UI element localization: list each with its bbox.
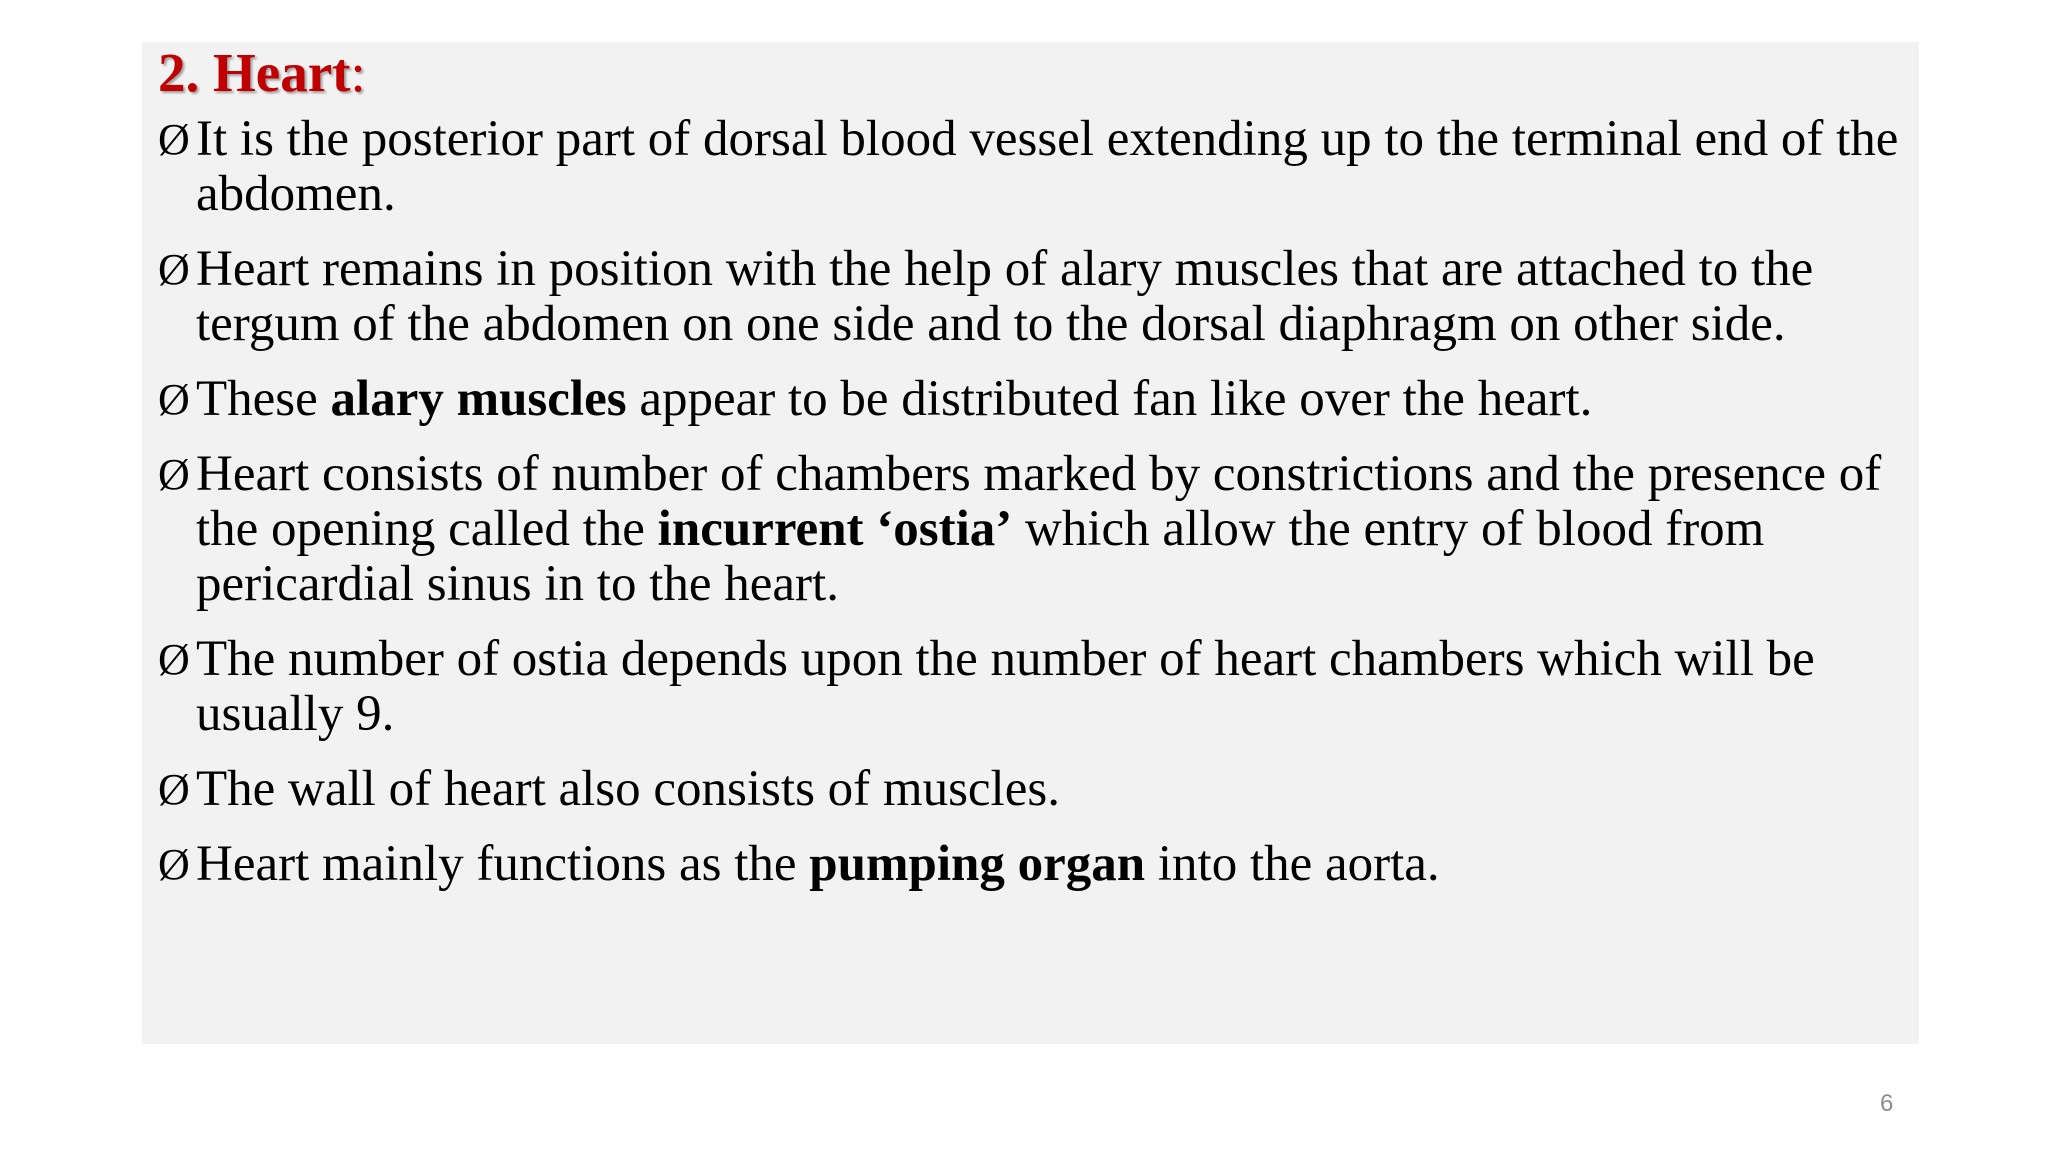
bullet-item (158, 242, 1918, 352)
bullet-text-part: appear to be distributed fan like over the heart. (626, 371, 1593, 427)
bullet-bold-term: pumping organ (809, 836, 1146, 892)
bullet-text (196, 112, 1918, 222)
arrow-bullet-icon: Ø (158, 115, 190, 164)
bullet-text-part: which allow the entry of blood from pericardial sinus in to the heart. (196, 501, 1765, 612)
bullet-text (196, 447, 1918, 612)
bullet-bold-term: incurrent ‘ostia’ (657, 501, 1013, 557)
page-number: 6 (1880, 1090, 1894, 1117)
bullet-item (158, 632, 1918, 742)
bullet-text-part: It is the posterior part of dorsal blood vessel extending up to the terminal end of the abdomen. (196, 111, 1899, 222)
bullet-item (158, 372, 1918, 427)
bullet-bold-term: alary muscles (330, 371, 627, 427)
bullet-text-part: These (196, 371, 331, 427)
arrow-bullet-icon: Ø (158, 245, 190, 294)
bullet-text-part: Heart consists of number of chambers marked by constrictions and the presence of the opening called the (196, 446, 1882, 557)
bullet-item (158, 447, 1918, 612)
bullet-list (158, 112, 1918, 912)
bullet-item (158, 837, 1918, 892)
bullet-item (158, 762, 1918, 817)
arrow-bullet-icon: Ø (158, 765, 190, 814)
bullet-item (158, 112, 1918, 222)
bullet-text (196, 632, 1918, 742)
bullet-text (196, 762, 1918, 817)
arrow-bullet-icon: Ø (158, 375, 190, 424)
bullet-text (196, 372, 1918, 427)
bullet-text-part: Heart mainly functions as the (196, 836, 810, 892)
title-text: 2. Heart (158, 42, 351, 103)
arrow-bullet-icon: Ø (158, 450, 190, 499)
title-colon: : (350, 42, 366, 103)
bullet-text-part: Heart remains in position with the help of alary muscles that are attached to the tergum of the abdomen on one side and to the dorsal diaphragm on other side. (196, 241, 1814, 352)
bullet-text-part: into the aorta. (1145, 836, 1440, 892)
bullet-text-part: The wall of heart also consists of muscles. (196, 761, 1060, 817)
slide-title (158, 38, 366, 108)
bullet-text-part: The number of ostia depends upon the number of heart chambers which will be usually 9. (196, 631, 1815, 742)
bullet-text (196, 242, 1918, 352)
arrow-bullet-icon: Ø (158, 635, 190, 684)
bullet-text (196, 837, 1918, 892)
arrow-bullet-icon: Ø (158, 840, 190, 889)
